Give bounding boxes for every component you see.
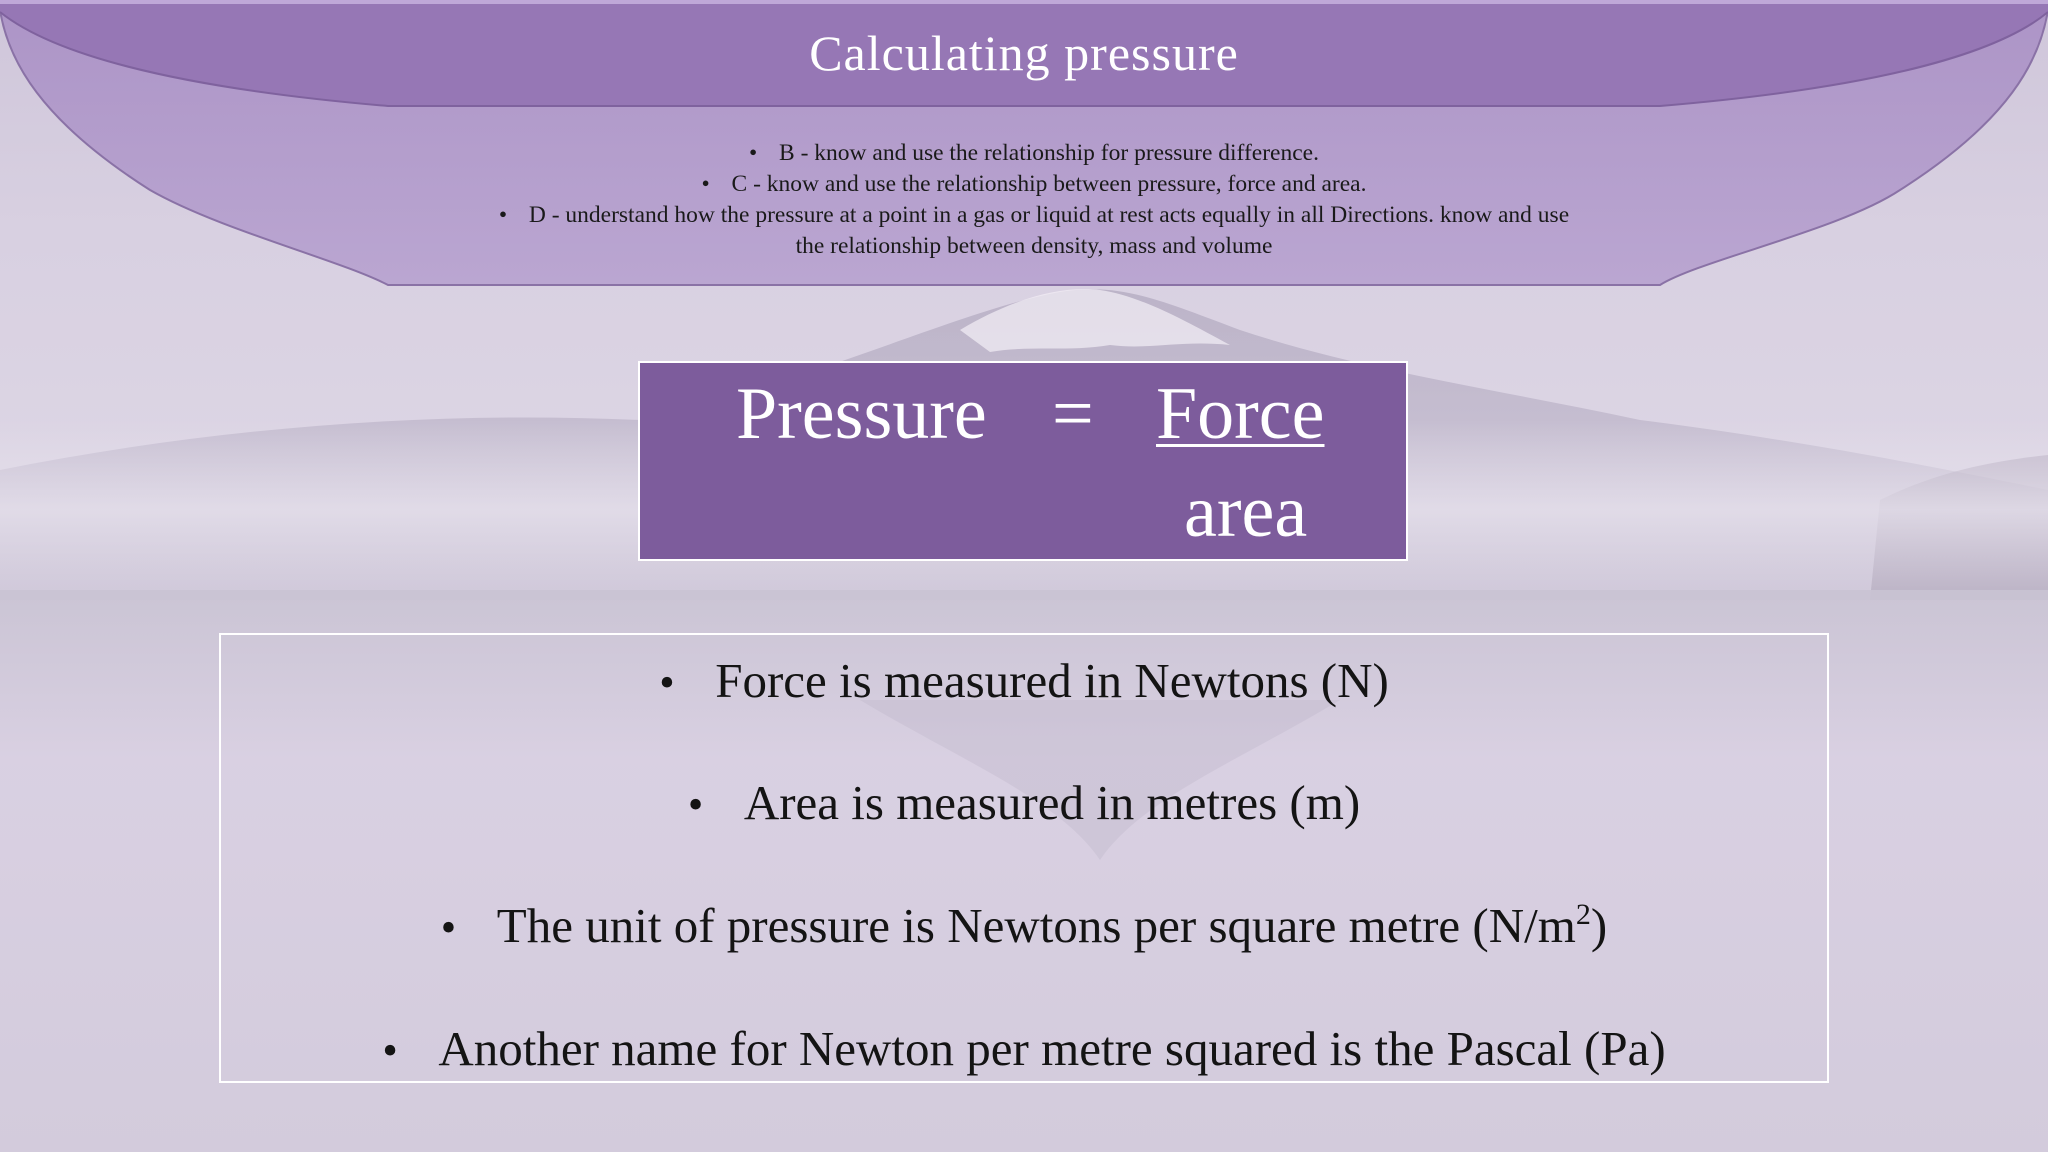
fact-text: Force is measured in Newtons (N) (715, 653, 1389, 708)
fact-text: Area is measured in metres (m) (743, 775, 1361, 830)
bullet-icon: • (687, 780, 704, 829)
objective-item (420, 138, 1648, 169)
formula-denominator-area: area (1184, 471, 1308, 553)
formula-numerator-force: Force (1156, 373, 1325, 455)
fact-superscript: 2 (1575, 898, 1591, 931)
fact-item (221, 896, 1827, 958)
objective-text: D - understand how the pressure at a point in a gas or liquid at rest acts equally in all Directions. know and use (528, 202, 1570, 228)
objective-item (420, 169, 1648, 200)
objective-text: the relationship between density, mass and volume (795, 233, 1273, 259)
bullet-icon: • (498, 202, 508, 228)
bullet-icon: • (440, 903, 457, 952)
fact-item (221, 1019, 1827, 1081)
formula-equals: = (1052, 373, 1094, 455)
slide-title: Calculating pressure (809, 25, 1239, 81)
fact-text-end: ) (1590, 898, 1608, 953)
units-info-box (219, 633, 1829, 1083)
fact-text: Another name for Newton per metre squared is the Pascal (Pa) (438, 1021, 1666, 1076)
pressure-formula-box (638, 361, 1408, 561)
objective-text: C - know and use the relationship between pressure, force and area. (731, 171, 1367, 197)
fact-item (221, 773, 1827, 835)
objective-text: B - know and use the relationship for pressure difference. (779, 140, 1319, 166)
learning-objectives (420, 138, 1648, 262)
fact-text: The unit of pressure is Newtons per square metre (N/m (496, 898, 1576, 953)
bullet-icon: • (659, 658, 675, 707)
fact-item (221, 651, 1827, 713)
bullet-icon: • (382, 1026, 398, 1075)
objective-continuation (420, 231, 1648, 262)
bullet-icon: • (701, 171, 710, 197)
bullet-icon: • (749, 140, 758, 166)
formula-pressure: Pressure (736, 373, 987, 455)
objective-item (420, 200, 1648, 231)
